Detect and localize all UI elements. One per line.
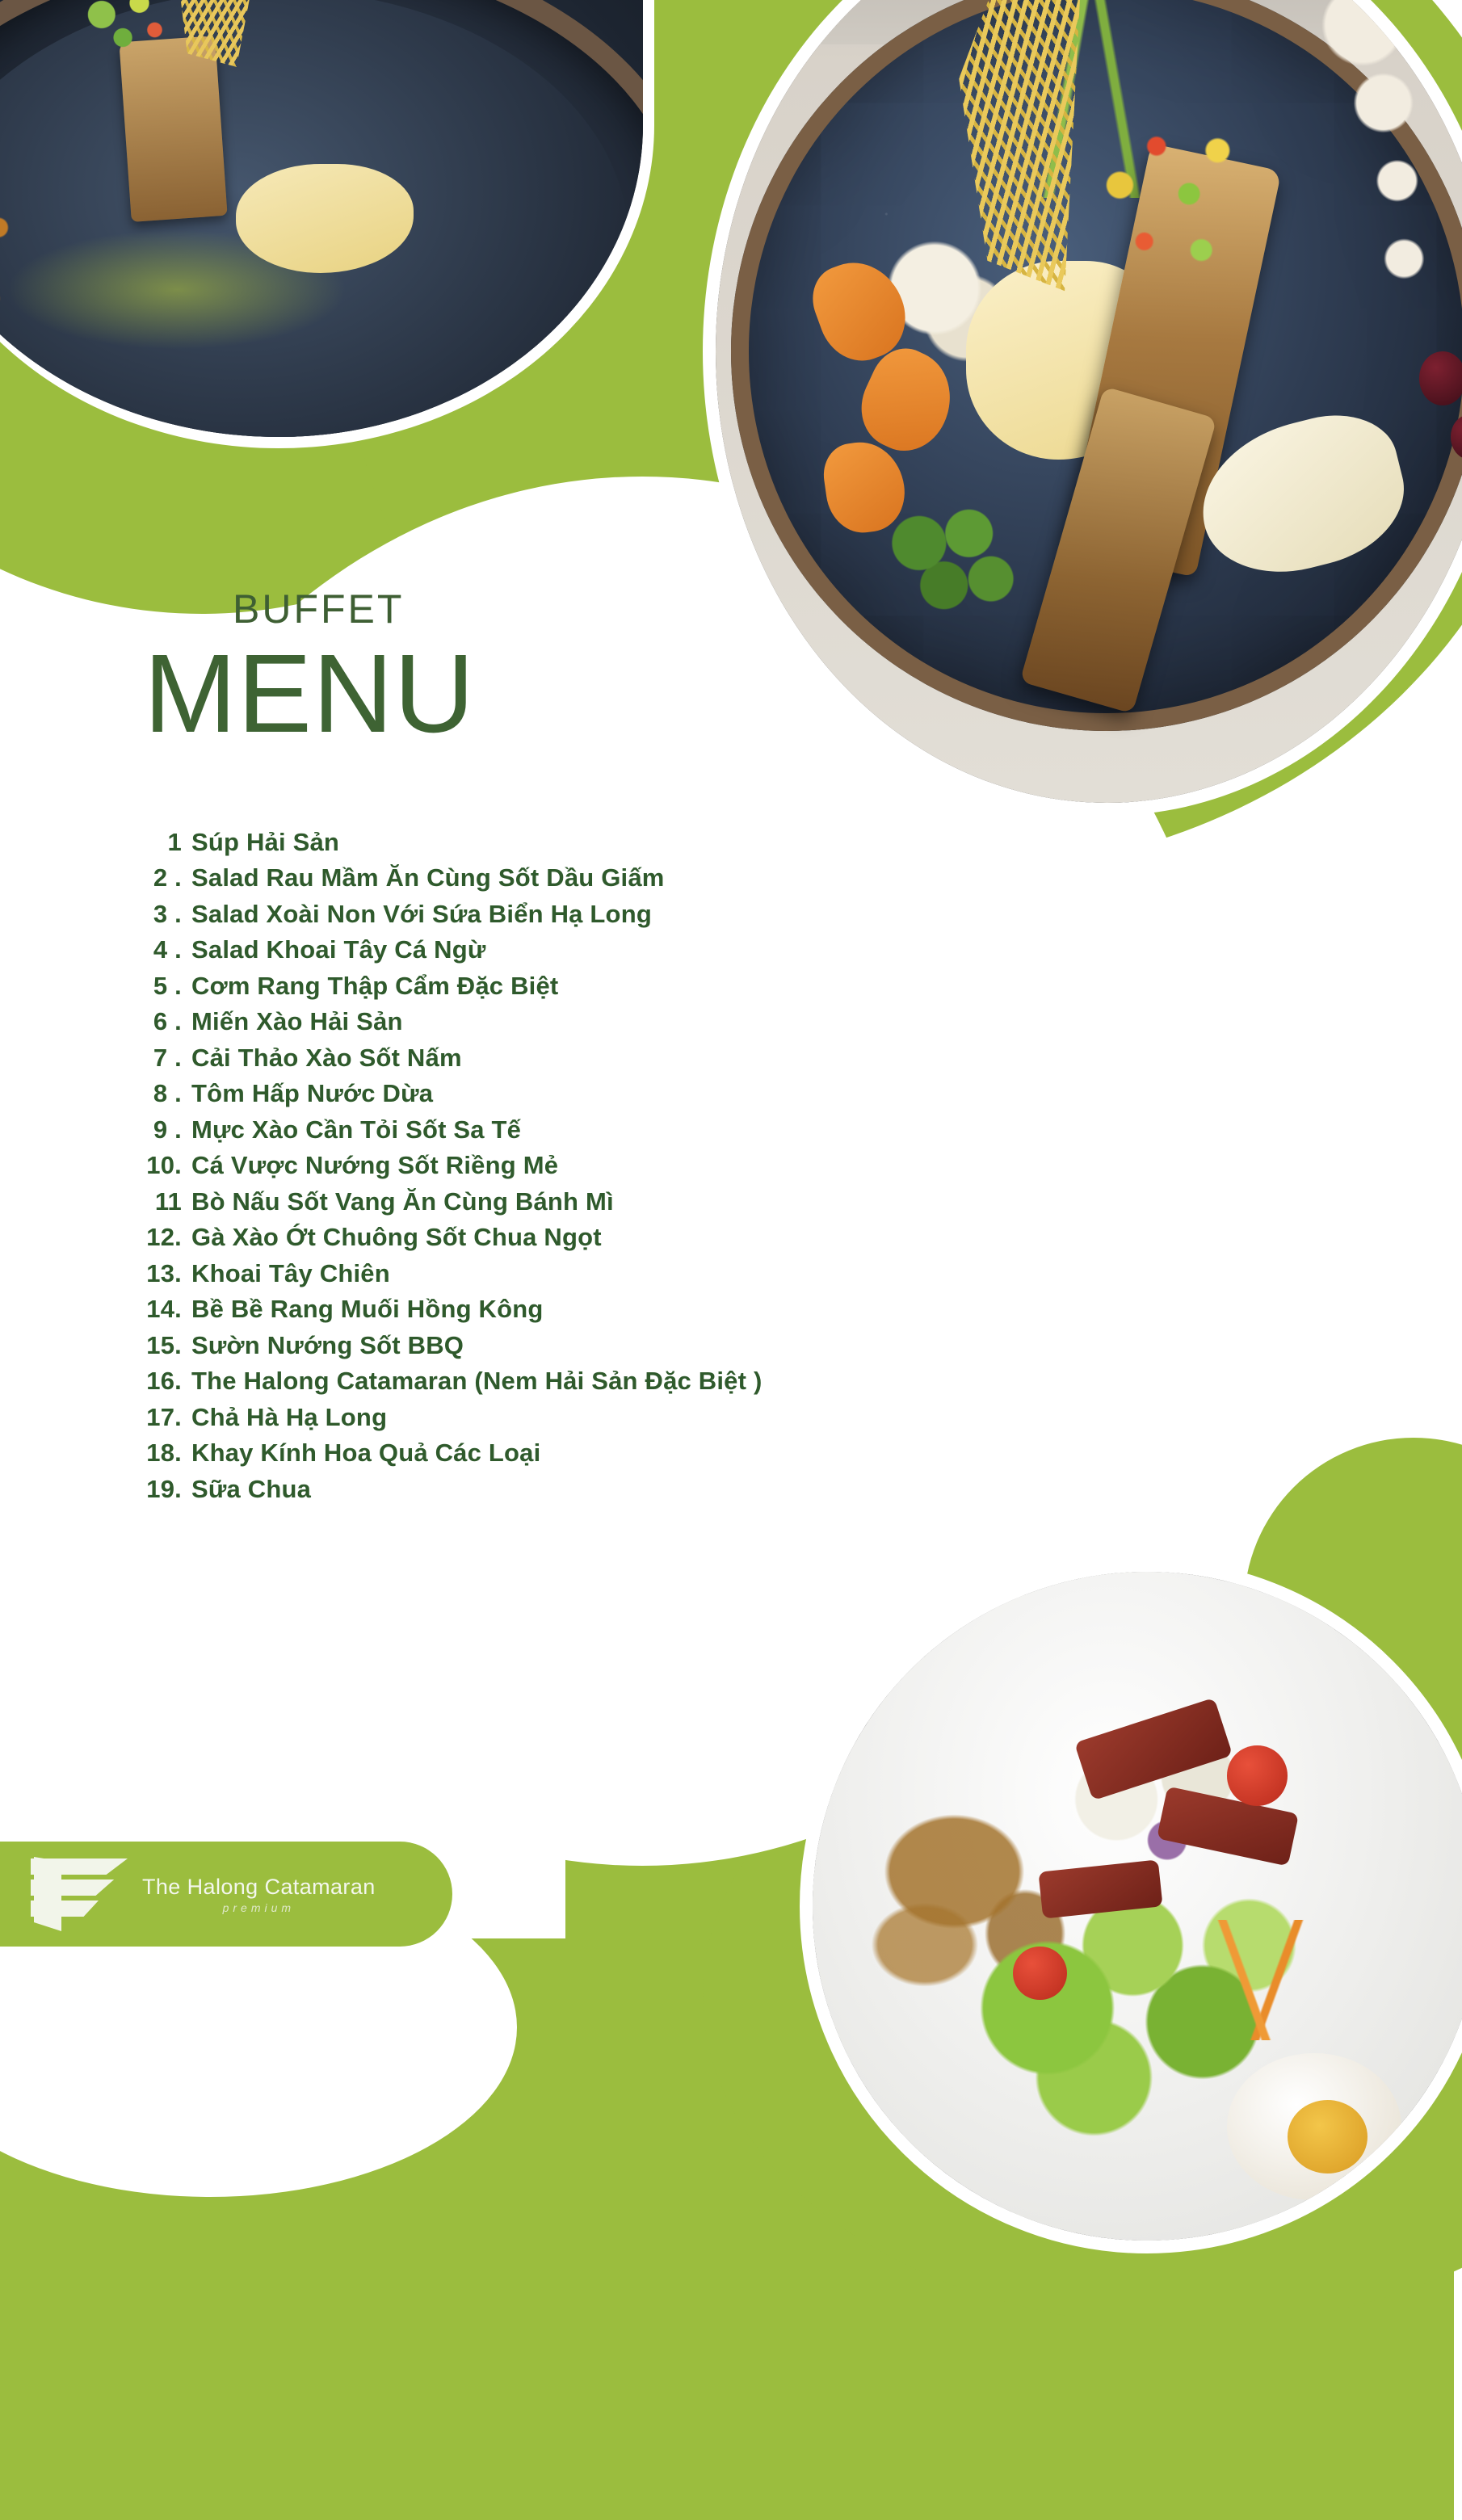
menu-item-number: 12. — [146, 1223, 182, 1252]
menu-item-name: Mực Xào Cần Tỏi Sốt Sa Tế — [191, 1115, 522, 1144]
page-title: MENU — [144, 632, 476, 756]
menu-item — [133, 1076, 1022, 1112]
menu-item — [133, 1183, 1022, 1220]
menu-item — [133, 824, 1022, 860]
menu-item-number: 8 . — [153, 1079, 182, 1108]
menu-item — [133, 860, 1022, 897]
menu-item-name: Súp Hải Sản — [191, 827, 340, 856]
menu-item-name: Salad Xoài Non Với Sứa Biển Hạ Long — [191, 899, 652, 928]
menu-item-number: 4 . — [153, 935, 182, 964]
menu-item-number: 2 . — [153, 863, 182, 892]
menu-item-name: Cải Thảo Xào Sốt Nấm — [191, 1043, 462, 1072]
brand-text — [142, 1875, 376, 1914]
menu-item-name: Bò Nấu Sốt Vang Ăn Cùng Bánh Mì — [191, 1186, 614, 1216]
menu-item-number: 11 — [154, 1186, 182, 1216]
menu-item-name: Cá Vược Nướng Sốt Riềng Mẻ — [191, 1151, 559, 1180]
menu-item — [133, 1435, 1022, 1472]
menu-item — [133, 932, 1022, 968]
menu-item-number: 3 . — [153, 899, 182, 928]
menu-item — [133, 1363, 1022, 1400]
menu-item-number: 15. — [146, 1330, 182, 1359]
menu-item-number: 16. — [146, 1367, 182, 1396]
menu-item-number: 17. — [146, 1402, 182, 1431]
menu-item — [133, 1399, 1022, 1435]
menu-item-number: 6 . — [153, 1007, 182, 1036]
menu-item-name: Sườn Nướng Sốt BBQ — [191, 1330, 464, 1359]
brand-name: The Halong Catamaran — [142, 1874, 376, 1899]
menu-item-name: Khoai Tây Chiên — [191, 1258, 390, 1287]
menu-item-name: Bề Bề Rang Muối Hồng Kông — [191, 1295, 544, 1324]
menu-item-number: 14. — [146, 1295, 182, 1324]
brand-tagline: premium — [222, 1900, 296, 1914]
menu-eyebrow: BUFFET — [233, 586, 405, 632]
menu-item-name: Gà Xào Ớt Chuông Sốt Chua Ngọt — [191, 1223, 602, 1252]
menu-item-name: Salad Khoai Tây Cá Ngừ — [191, 935, 486, 964]
menu-item — [133, 1220, 1022, 1256]
brand-footer-bar — [0, 1842, 452, 1947]
menu-item — [133, 1292, 1022, 1328]
menu-item-name: Chả Hà Hạ Long — [191, 1402, 388, 1431]
menu-item-name: Salad Rau Mầm Ăn Cùng Sốt Dầu Giấm — [191, 863, 665, 892]
menu-item — [133, 968, 1022, 1004]
menu-item-number: 7 . — [153, 1043, 182, 1072]
menu-item-name: Tôm Hấp Nước Dừa — [191, 1079, 434, 1108]
menu-item-number: 5 . — [153, 971, 182, 1000]
menu-item-list — [133, 824, 1022, 1507]
menu-item — [133, 1148, 1022, 1184]
menu-item — [133, 1255, 1022, 1292]
menu-item — [133, 1004, 1022, 1040]
egg-yolk — [1288, 2100, 1367, 2174]
menu-item-number: 13. — [146, 1258, 182, 1287]
menu-item-number: 9 . — [153, 1115, 182, 1144]
menu-item-name: The Halong Catamaran (Nem Hải Sản Đặc Biệt ) — [191, 1367, 763, 1396]
menu-item-name: Cơm Rang Thập Cẩm Đặc Biệt — [191, 971, 559, 1000]
menu-item — [133, 1111, 1022, 1148]
menu-item-number: 10. — [146, 1151, 182, 1180]
menu-item — [133, 1471, 1022, 1507]
menu-item-name: Miến Xào Hải Sản — [191, 1007, 403, 1036]
menu-item — [133, 1040, 1022, 1076]
menu-item-number: 19. — [146, 1474, 182, 1503]
menu-item-number: 18. — [146, 1438, 182, 1468]
menu-item — [133, 1327, 1022, 1363]
logo-sail — [34, 1857, 61, 1931]
menu-item-number: 1 — [167, 827, 182, 856]
catamaran-logo-icon — [31, 1855, 128, 1933]
menu-item — [133, 896, 1022, 932]
menu-item-name: Sữa Chua — [191, 1474, 312, 1503]
menu-item-name: Khay Kính Hoa Quả Các Loại — [191, 1438, 541, 1468]
